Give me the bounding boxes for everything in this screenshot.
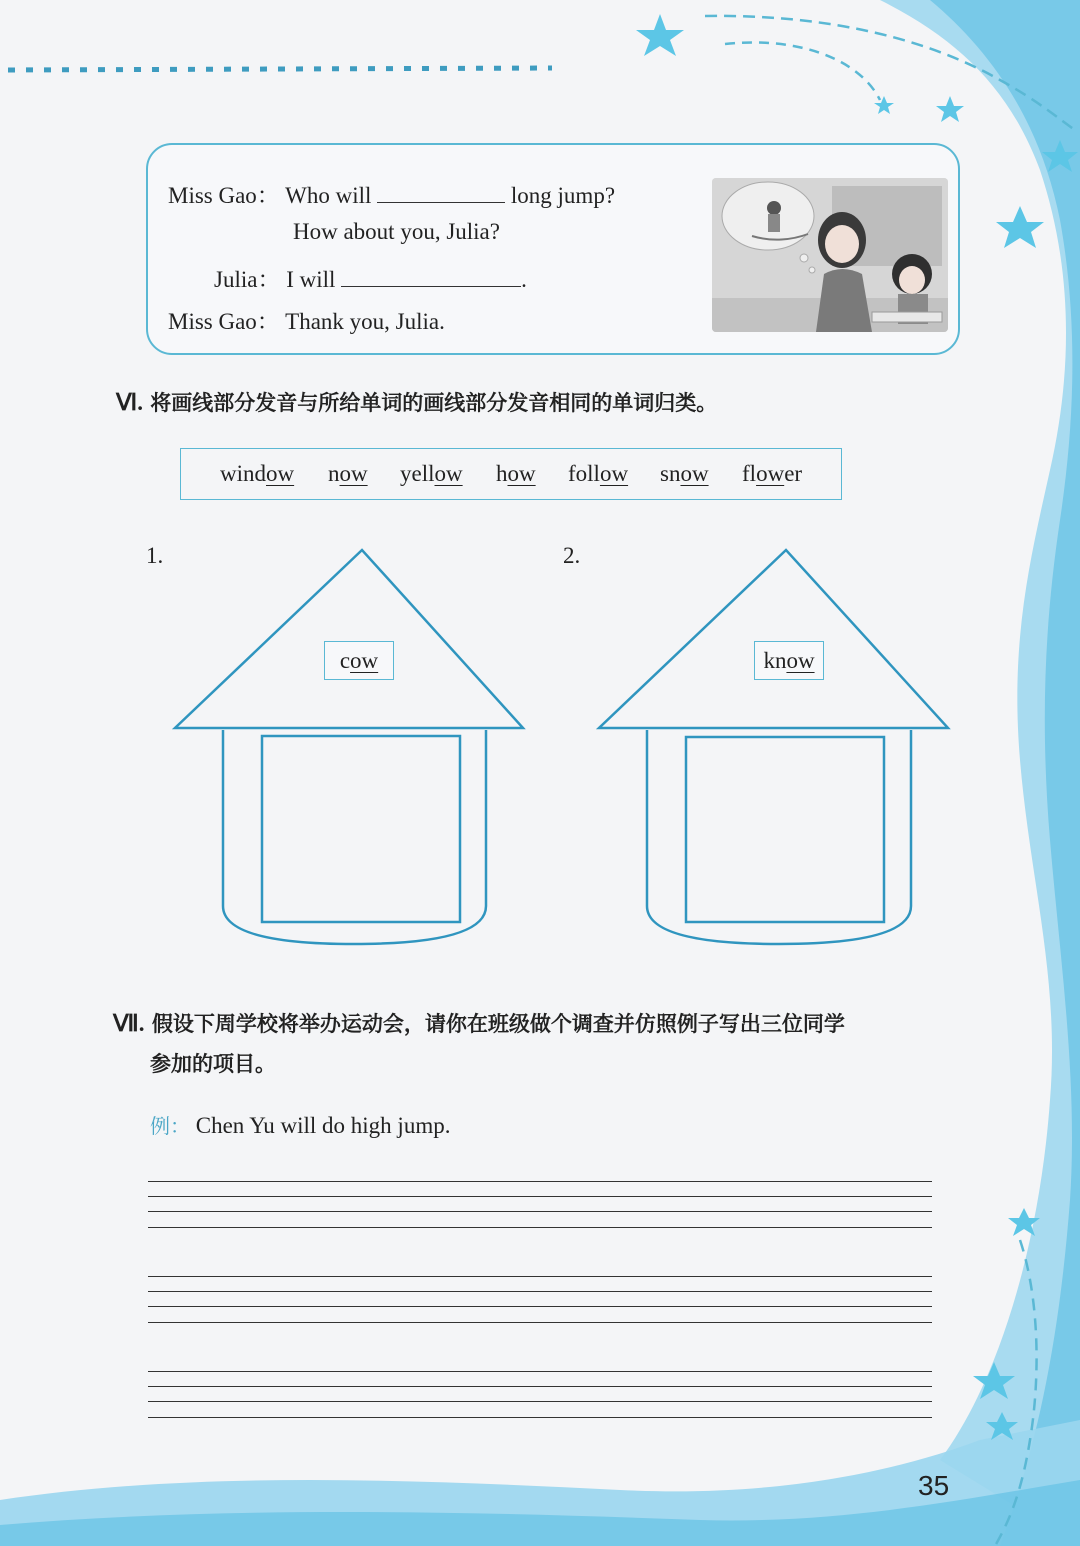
speaker-label: Julia： [214, 267, 281, 292]
dialogue-text: I will [286, 267, 336, 292]
word-item: flower [742, 461, 803, 486]
writing-line[interactable] [148, 1417, 932, 1418]
dialogue-text: How about you, Julia? [293, 219, 500, 244]
word-item: how [496, 461, 536, 486]
period: . [521, 267, 527, 292]
example-sentence [150, 1110, 450, 1139]
speaker-label: Miss Gao： [168, 183, 280, 208]
section-instruction: 将画线部分发音与所给单词的画线部分发音相同的单词归类。 [150, 391, 718, 415]
writing-line[interactable] [148, 1211, 932, 1212]
example-text: Chen Yu will do high jump. [195, 1113, 451, 1138]
dialogue-text: Thank you, Julia. [285, 309, 445, 334]
writing-line[interactable] [148, 1386, 932, 1387]
house-1-roof [175, 550, 523, 728]
section-7-title-line-2: 参加的项目。 [150, 1052, 276, 1076]
house-2-answer-area [686, 737, 884, 922]
dialogue-text: Who will [285, 183, 372, 208]
section-number: Ⅶ. [113, 1011, 145, 1036]
house-2-roof [599, 550, 948, 728]
word-item: now [328, 461, 368, 486]
house-1-answer-area [262, 736, 460, 922]
house-2-number: 2. [563, 543, 581, 568]
section-number: Ⅵ. [116, 390, 143, 415]
house-2-label: know [754, 641, 824, 680]
writing-line[interactable] [148, 1276, 932, 1277]
writing-line[interactable] [148, 1181, 932, 1182]
section-instruction: 假设下周学校将举办运动会，请你在班级做个调查并仿照例子写出三位同学 [151, 1012, 845, 1036]
house-1-label: cow [324, 641, 394, 680]
word-item: window [220, 461, 295, 486]
example-label: 例： [150, 1114, 190, 1138]
word-item: follow [568, 461, 629, 486]
writing-line[interactable] [148, 1291, 932, 1292]
writing-line[interactable] [148, 1227, 932, 1228]
speaker-label: Miss Gao： [168, 309, 280, 334]
dialogue-text: long jump? [510, 183, 616, 208]
word-item: yellow [400, 461, 463, 486]
writing-line[interactable] [148, 1306, 932, 1307]
section-7-title [113, 1008, 845, 1038]
writing-line[interactable] [148, 1196, 932, 1197]
writing-line[interactable] [148, 1322, 932, 1323]
writing-line[interactable] [148, 1401, 932, 1402]
writing-line[interactable] [148, 1371, 932, 1372]
word-item: snow [660, 461, 709, 486]
house-1-number: 1. [146, 543, 164, 568]
page-number: 35 [918, 1470, 950, 1501]
